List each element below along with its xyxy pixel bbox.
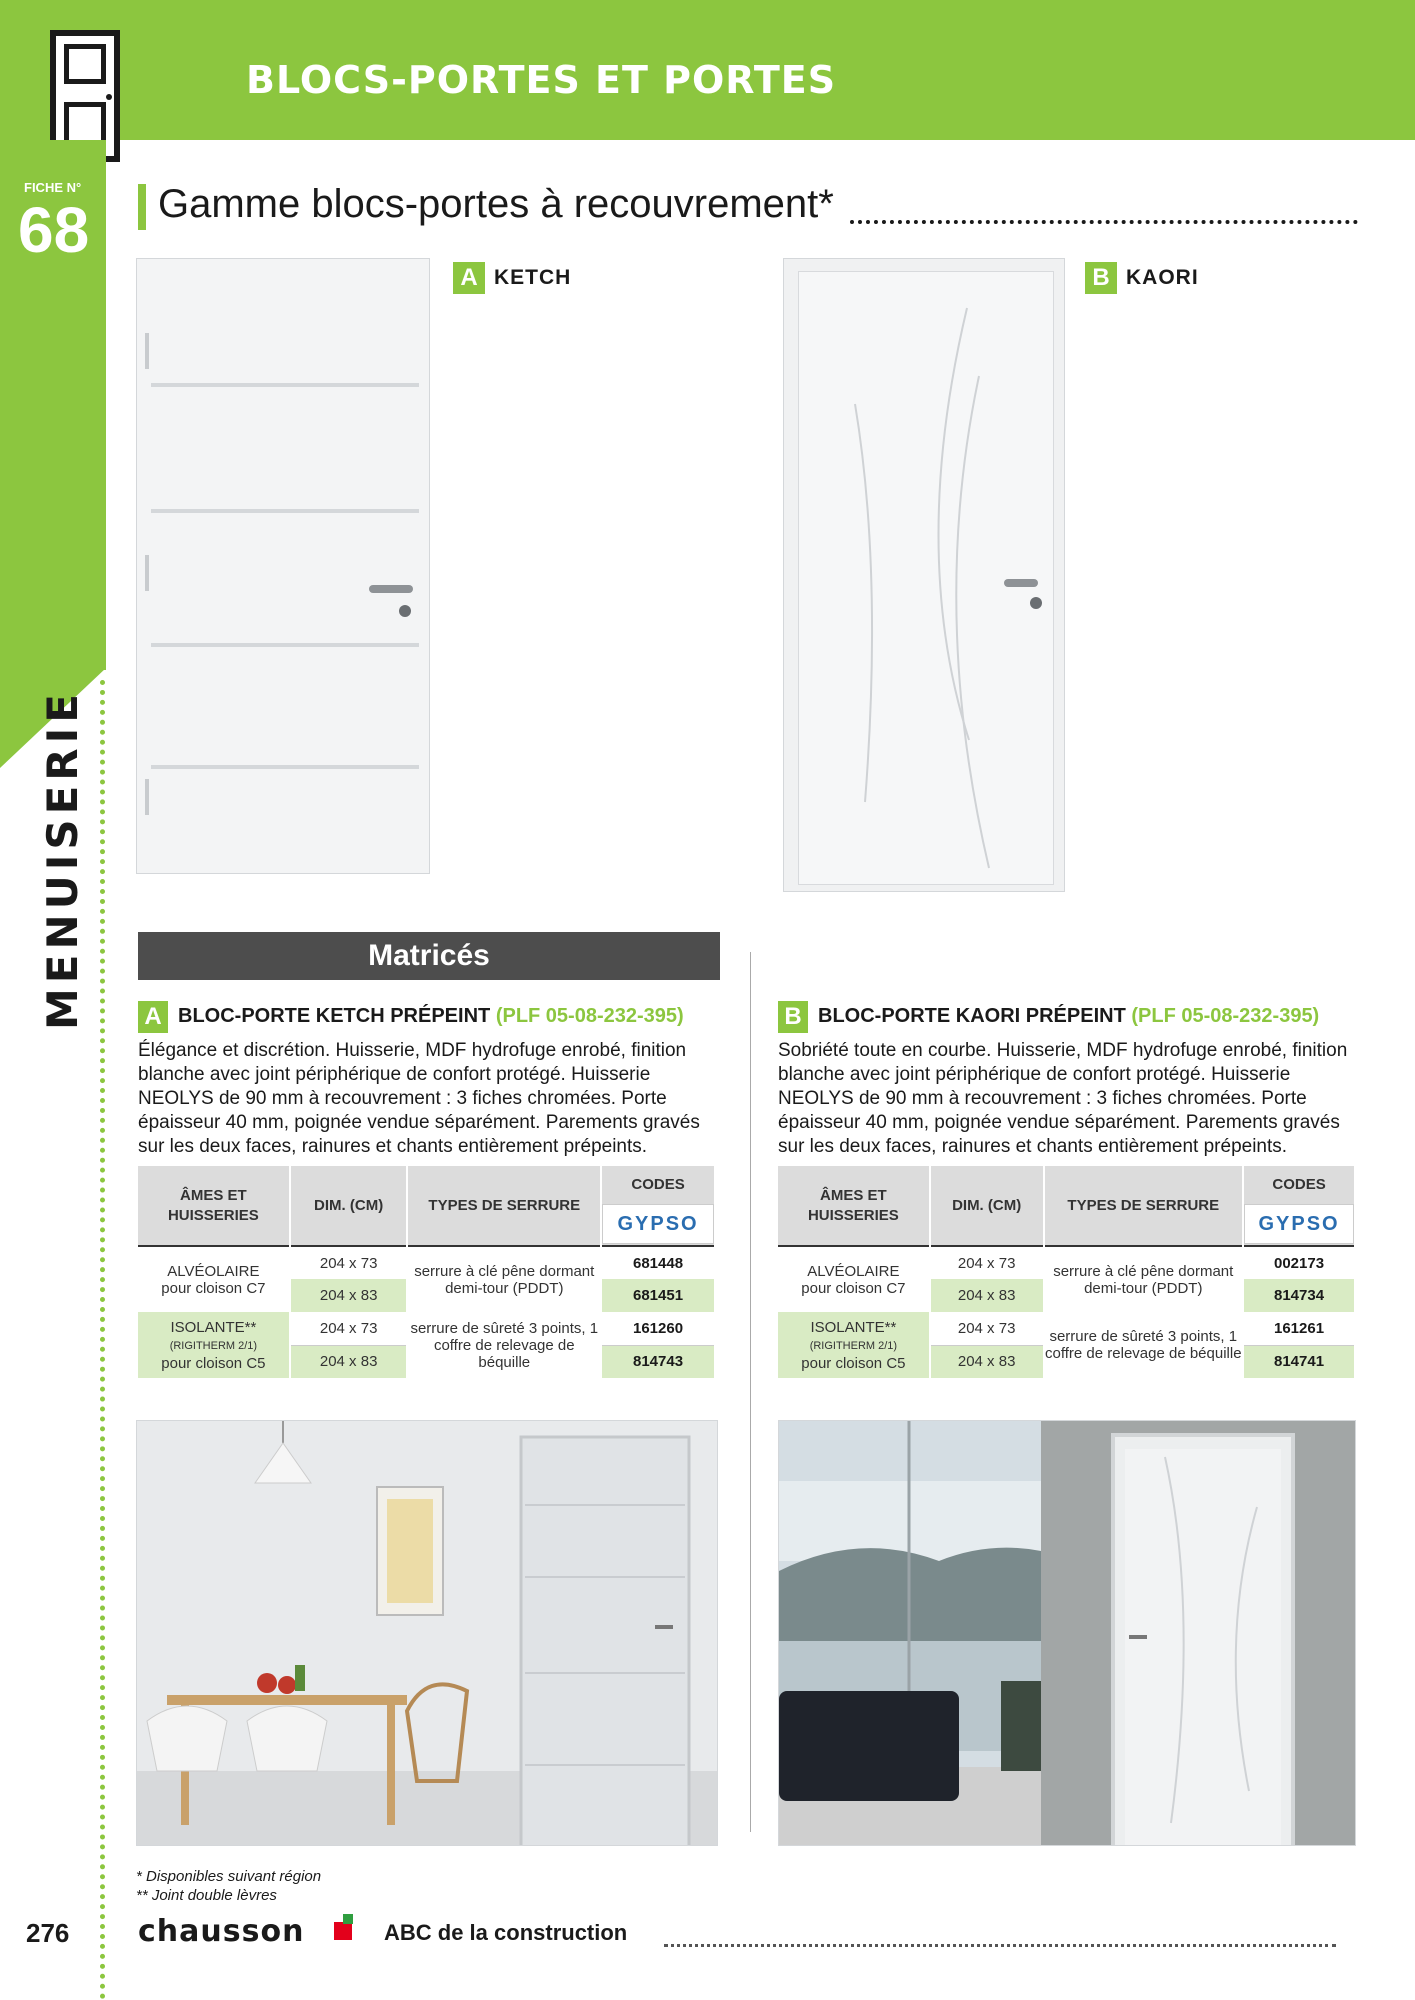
product-a-title: BLOC-PORTE KETCH PRÉPEINT (PLF 05-08-232-395) [178, 1005, 684, 1027]
model-b-name: KAORI [1126, 266, 1199, 289]
room-ketch-photo [136, 1420, 718, 1846]
th-dim: DIM. (CM) [290, 1166, 408, 1246]
room-kaori-illustration [779, 1421, 1356, 1846]
footer-dotted-leader [664, 1944, 1336, 1947]
footnote-2: ** Joint double lèvres [136, 1887, 277, 1904]
cell-code: 814743 [601, 1345, 715, 1378]
cell-dim: 204 x 83 [930, 1345, 1044, 1378]
column-separator [750, 952, 751, 1832]
cell-alveolaire: ALVÉOLAIRE pour cloison C7 [138, 1246, 290, 1312]
page-title: BLOCS-PORTES ET PORTES [246, 58, 837, 102]
cell-dim: 204 x 73 [290, 1312, 408, 1345]
section-marker [138, 184, 146, 230]
cell-code: 814741 [1243, 1345, 1355, 1378]
matrices-band: Matricés [138, 932, 720, 980]
gypso-logo: GYPSO [1244, 1204, 1354, 1244]
room-kaori-photo [778, 1420, 1356, 1846]
section-dotted-leader [850, 220, 1358, 224]
room-ketch-illustration [137, 1421, 718, 1846]
model-a-badge: A [453, 262, 485, 294]
product-a-description: Élégance et discrétion. Huisserie, MDF hydrofuge enrobé, finition blanche avec joint périphérique de confort protégé. Huisserie NEOLYS de 90 mm à recouvrement : 3 fiches chromées. Porte épaisseur 40 mm, poignée vendue séparément. Parements gravés sur les deux faces, rainures et chants entièrement prépeints. [138, 1040, 700, 1157]
product-ketch [138, 1001, 720, 1159]
th-dim: DIM. (CM) [930, 1166, 1044, 1246]
product-b-badge: B [778, 1001, 808, 1033]
th-codes: CODES GYPSO [601, 1166, 715, 1246]
product-b-title: BLOC-PORTE KAORI PRÉPEINT (PLF 05-08-232-395) [818, 1005, 1320, 1027]
page-number: 276 [26, 1918, 70, 1948]
cell-code: 161260 [601, 1312, 715, 1345]
header-band [0, 0, 1415, 140]
cell-serrure: serrure à clé pêne dormant demi-tour (PDDT) [1044, 1246, 1244, 1312]
cell-serrure: serrure à clé pêne dormant demi-tour (PDDT) [407, 1246, 601, 1312]
cell-dim: 204 x 83 [290, 1345, 408, 1378]
footer-tagline: ABC de la construction [384, 1920, 628, 1945]
model-a-name: KETCH [494, 266, 572, 289]
fiche-label: FICHE N° [24, 180, 82, 195]
gypso-logo: GYPSO [602, 1204, 714, 1244]
cell-alveolaire: ALVÉOLAIRE pour cloison C7 [778, 1246, 930, 1312]
cell-dim: 204 x 73 [930, 1246, 1044, 1279]
logo-roof-icon [343, 1914, 353, 1924]
cell-isolante: ISOLANTE** (RIGITHERM 2/1) pour cloison C5 [778, 1312, 930, 1378]
footnote-1: * Disponibles suivant région [136, 1868, 322, 1885]
cell-isolante: ISOLANTE** (RIGITHERM 2/1) pour cloison C5 [138, 1312, 290, 1378]
model-b-badge: B [1085, 262, 1117, 294]
fiche-number: 68 [18, 194, 90, 266]
logo-square-icon [334, 1922, 352, 1940]
product-a-badge: A [138, 1001, 168, 1033]
cell-dim: 204 x 73 [290, 1246, 408, 1279]
cell-dim: 204 x 83 [930, 1279, 1044, 1312]
spec-table-kaori [778, 1166, 1356, 1378]
th-types: TYPES DE SERRURE [1044, 1166, 1244, 1246]
th-codes: CODES GYPSO [1243, 1166, 1355, 1246]
cell-code: 002173 [1243, 1246, 1355, 1279]
cell-code: 161261 [1243, 1312, 1355, 1345]
door-ketch-image [136, 258, 430, 874]
cell-dim: 204 x 73 [930, 1312, 1044, 1345]
cell-dim: 204 x 83 [290, 1279, 408, 1312]
category-label: MENUISERIE [38, 689, 87, 1030]
product-kaori [778, 1001, 1360, 1159]
section-title: Gamme blocs-portes à recouvrement* [158, 182, 834, 226]
spec-table-ketch [138, 1166, 716, 1378]
cell-code: 814734 [1243, 1279, 1355, 1312]
th-ames: ÂMES ET HUISSERIES [138, 1166, 290, 1246]
th-types: TYPES DE SERRURE [407, 1166, 601, 1246]
side-dotted-line [100, 680, 105, 2000]
product-b-description: Sobriété toute en courbe. Huisserie, MDF hydrofuge enrobé, finition blanche avec joint périphérique de confort protégé. Huisserie NEOLYS de 90 mm à recouvrement : 3 fiches chromées. Porte épaisseur 40 mm, poignée vendue séparément. Parements gravés sur les deux faces, rainures et chants entièrement prépeints. [778, 1040, 1348, 1157]
cell-code: 681448 [601, 1246, 715, 1279]
chausson-logo: chausson [138, 1914, 305, 1949]
cell-serrure: serrure de sûreté 3 points, 1 coffre de relevage de béquille [1044, 1312, 1244, 1378]
door-kaori-image [783, 258, 1065, 892]
cell-serrure: serrure de sûreté 3 points, 1 coffre de relevage de béquille [407, 1312, 601, 1378]
th-ames: ÂMES ET HUISSERIES [778, 1166, 930, 1246]
cell-code: 681451 [601, 1279, 715, 1312]
